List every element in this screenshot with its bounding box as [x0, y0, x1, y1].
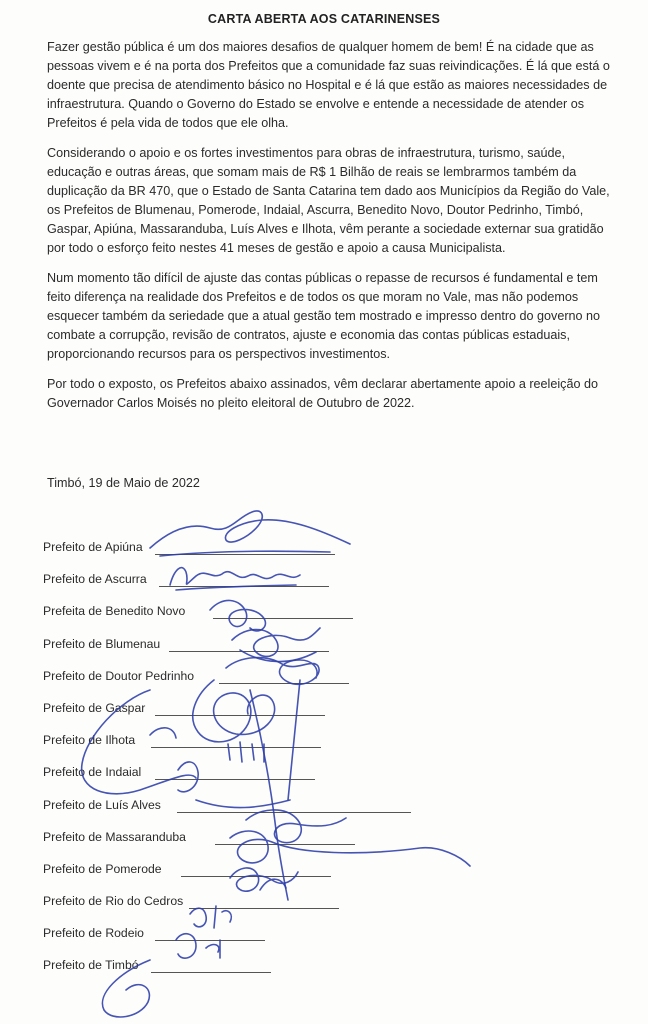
signature-row — [43, 699, 603, 731]
signature-row — [43, 635, 603, 667]
signature-line — [169, 651, 329, 652]
signature-line — [215, 844, 355, 845]
signature-row — [43, 570, 603, 602]
signatory-label: Prefeito de Blumenau — [43, 636, 161, 651]
signature-line — [155, 940, 265, 941]
signature-row — [43, 796, 603, 828]
signature-line — [155, 779, 315, 780]
signature-row — [43, 763, 603, 795]
signature-line — [189, 908, 339, 909]
signatory-label: Prefeita de Benedito Novo — [43, 604, 186, 619]
signatory-label: Prefeito de Pomerode — [43, 861, 162, 876]
signature-line — [219, 683, 349, 684]
signatory-label: Prefeito de Indaial — [43, 765, 142, 780]
signatory-label: Prefeito de Luís Alves — [43, 797, 161, 812]
signature-line — [159, 586, 329, 587]
signature-list — [43, 538, 603, 989]
signatory-label: Prefeito de Gaspar — [43, 700, 146, 715]
paragraph-4: Por todo o exposto, os Prefeitos abaixo assinados, vêm declarar abertamente apoio a reeleição do Governador Carlos Moisés no pleito eleitoral de Outubro de 2022. — [47, 377, 598, 410]
place-date: Timbó, 19 de Maio de 2022 — [47, 476, 200, 490]
signature-line — [151, 747, 321, 748]
signature-row — [43, 892, 603, 924]
signature-line — [155, 554, 335, 555]
paragraph-2: Considerando o apoio e os fortes investimentos para obras de infraestrutura, turismo, saúde, educação e outras áreas, que somam mais de R$ 1 Bilhão de reais se lembrarmos também da duplicação da BR 470, que o Estado de Santa Catarina tem dado aos Municípios da Região do Vale, os Prefeitos de Blumenau, Pomerode, Indaial, Ascurra, Benedito Novo, Doutor Pedrinho, Timbó, Gaspar, Apiúna, Massaranduba, Luís Alves e Ilhota, vêm perante a sociedade externar sua gratidão por todo o esforço feito nestes 41 meses de gestão e apoio a causa Municipalista. — [47, 146, 610, 255]
signature-line — [155, 715, 325, 716]
signatory-label: Prefeito de Rodeio — [43, 926, 144, 941]
signature-line — [181, 876, 331, 877]
signature-line — [151, 972, 271, 973]
signature-row — [43, 602, 603, 634]
signatory-label: Prefeito de Ascurra — [43, 572, 147, 587]
signature-row — [43, 538, 603, 570]
signatory-label: Prefeito de Apiúna — [43, 540, 143, 554]
signatory-label: Prefeito de Massaranduba — [43, 829, 186, 844]
signature-row — [43, 924, 603, 956]
signature-line — [213, 618, 353, 619]
paragraph-3: Num momento tão difícil de ajuste das contas públicas o repasse de recursos é fundamental e tem feito diferença na realidade dos Prefeitos e de todos os que moram no Vale, mas não podemos esquecer também da seriedade que a atual gestão tem mostrado e impresso dentro do governo no combate a corrupção, revisão de contratos, ajuste e economia das contas públicas estaduais, proporcionando recursos para os perspectivos investimentos. — [47, 271, 601, 361]
signature-row — [43, 731, 603, 763]
paragraph-1: Fazer gestão pública é um dos maiores desafios de qualquer homem de bem! É na cidade que as pessoas vivem e é na porta dos Prefeitos que a comunidade faz suas reivindicações. É lá que está o doente que precisa de atendimento básico no Hospital e é lá que estão as maiores necessidades de infraestrutura. Quando o Governo do Estado se envolve e entende a necessidade de atender os Prefeitos é pela vida de todos que ele olha. — [47, 40, 610, 130]
signature-line — [177, 812, 411, 813]
signatory-label: Prefeito de Timbó — [43, 958, 139, 973]
signature-row — [43, 956, 603, 988]
signature-row — [43, 860, 603, 892]
signatory-label: Prefeito de Ilhota — [43, 733, 136, 748]
letter-body — [47, 38, 615, 424]
signature-row — [43, 828, 603, 860]
signature-row — [43, 667, 603, 699]
signatory-label: Prefeito de Rio do Cedros — [43, 894, 184, 909]
signatory-label: Prefeito de Doutor Pedrinho — [43, 668, 195, 683]
letter-title: CARTA ABERTA AOS CATARINENSES — [207, 12, 441, 26]
